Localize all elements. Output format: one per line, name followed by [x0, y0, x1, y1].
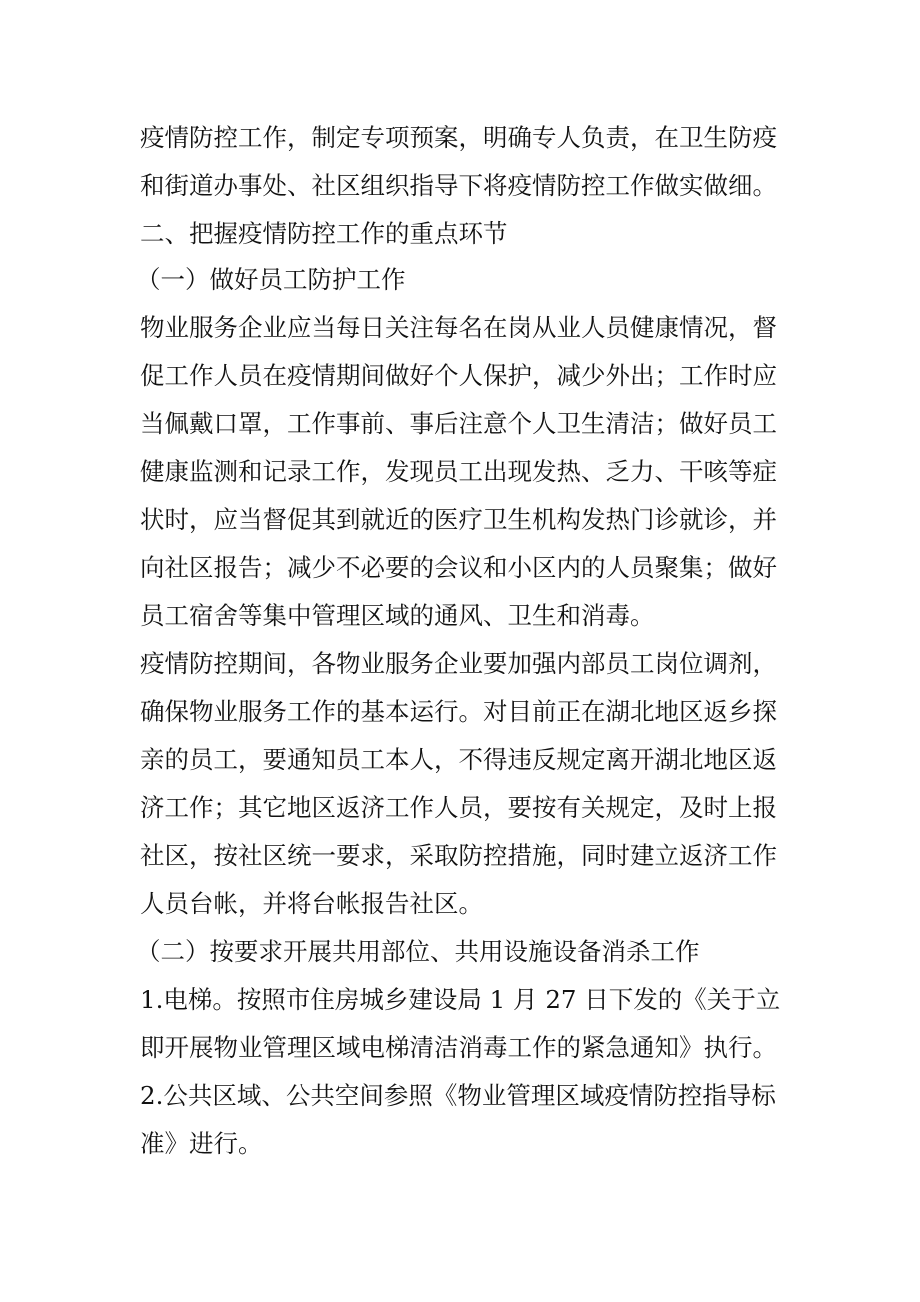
paragraph-line: 健康监测和记录工作，发现员工出现发热、乏力、干咳等症 [140, 457, 777, 486]
paragraph-line: 促工作人员在疫情期间做好个人保护，减少外出；工作时应 [140, 361, 777, 390]
paragraph-line: 疫情防控期间，各物业服务企业要加强内部员工岗位调剂， [140, 649, 777, 678]
paragraph-line: 员工宿舍等集中管理区域的通风、卫生和消毒。 [140, 601, 655, 630]
paragraph-line: 2.公共区域、公共空间参照《物业管理区域疫情防控指导标 [140, 1081, 776, 1110]
section-heading: 二、把握疫情防控工作的重点环节 [140, 219, 508, 248]
paragraph-line: 向社区报告；减少不必要的会议和小区内的人员聚集；做好 [140, 553, 777, 582]
subsection-heading: （一）做好员工防护工作 [136, 265, 406, 294]
paragraph-line: 即开展物业管理区域电梯清洁消毒工作的紧急通知》执行。 [140, 1033, 777, 1062]
paragraph-line: 状时，应当督促其到就近的医疗卫生机构发热门诊就诊，并 [140, 505, 777, 534]
paragraph-line: 济工作；其它地区返济工作人员，要按有关规定，及时上报 [140, 793, 777, 822]
paragraph-line: 1.电梯。按照市住房城乡建设局 1 月 27 日下发的《关于立 [140, 985, 781, 1014]
paragraph-line: 和街道办事处、社区组织指导下将疫情防控工作做实做细。 [140, 171, 777, 200]
paragraph-line: 准》进行。 [140, 1129, 263, 1158]
paragraph-line: 亲的员工，要通知员工本人，不得违反规定离开湖北地区返 [140, 745, 777, 774]
paragraph-line: 物业服务企业应当每日关注每名在岗从业人员健康情况，督 [140, 313, 777, 342]
paragraph-line: 确保物业服务工作的基本运行。对目前正在湖北地区返乡探 [140, 697, 777, 726]
subsection-heading: （二）按要求开展共用部位、共用设施设备消杀工作 [136, 937, 700, 966]
paragraph-line: 社区，按社区统一要求，采取防控措施，同时建立返济工作 [140, 841, 777, 870]
paragraph-line: 疫情防控工作，制定专项预案，明确专人负责，在卫生防疫 [140, 123, 777, 152]
paragraph-line: 人员台帐，并将台帐报告社区。 [140, 889, 483, 918]
paragraph-line: 当佩戴口罩，工作事前、事后注意个人卫生清洁；做好员工 [140, 409, 777, 438]
